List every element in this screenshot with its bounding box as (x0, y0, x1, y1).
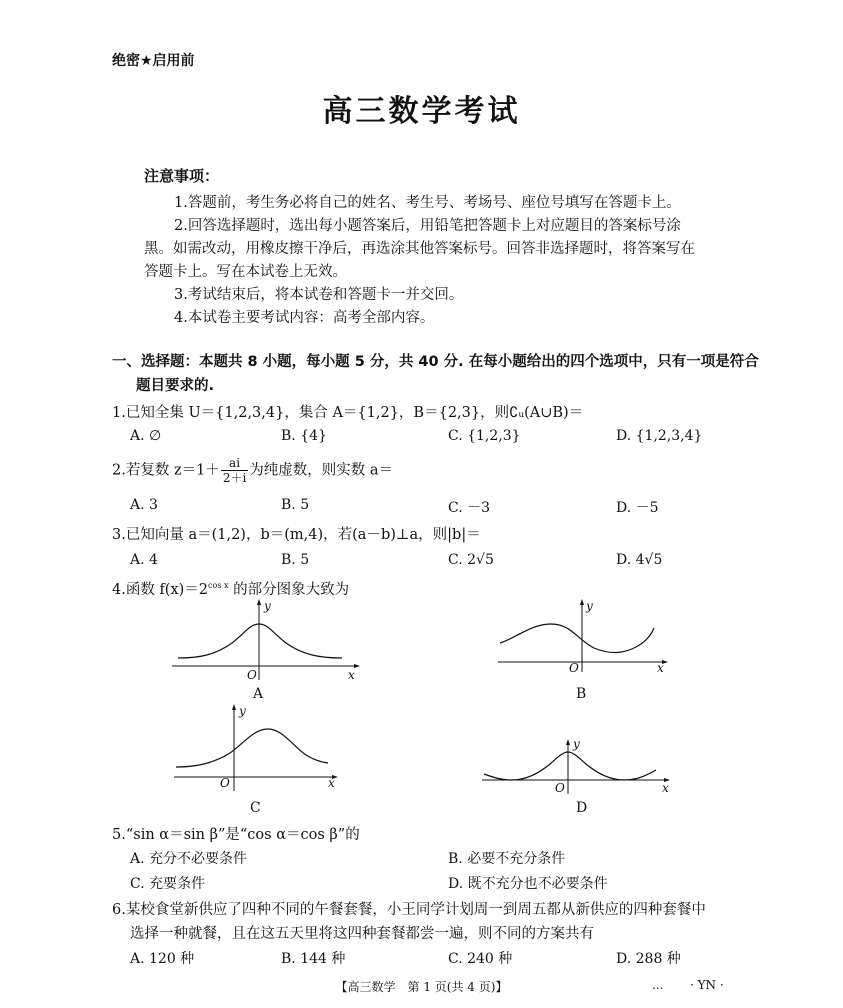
q2-stem-post: 为纯虚数，则实数 a＝ (249, 462, 394, 479)
q5-option-c: C. 充要条件 (130, 876, 206, 892)
graph-b-y-label: y (586, 599, 593, 613)
q2-stem-pre: 2.若复数 z＝1＋ (112, 462, 220, 479)
graph-c-curve (176, 729, 328, 767)
graph-a-x-label: x (348, 668, 355, 682)
graph-a-x-arrow (354, 664, 360, 668)
graph-c-label: C (250, 800, 261, 816)
graph-c-x-label: x (328, 776, 335, 790)
graph-b-y-arrow (580, 599, 584, 605)
q1-option-b: B. {4} (281, 428, 327, 444)
q2-frac-den: 2＋i (222, 471, 247, 485)
note-2: 2.回答选择题时，选出每小题答案后，用铅笔把答题卡上对应题目的答案标号涂 (174, 218, 681, 234)
graph-c-y-arrow (232, 704, 236, 710)
q1-option-c: C. {1,2,3} (448, 428, 521, 444)
graph-c-origin: O (220, 776, 230, 790)
q2-frac-num: ai (221, 456, 248, 471)
footer-mark: · YN · (690, 978, 724, 992)
section-heading-cont: 题目要求的. (136, 378, 215, 394)
graph-d-x-label: x (662, 781, 669, 795)
q1-option-a: A. ∅ (130, 428, 162, 444)
graph-b-label: B (576, 686, 587, 702)
q6-option-b: B. 144 种 (281, 951, 346, 967)
q5-option-b: B. 必要不充分条件 (448, 851, 566, 867)
q3-option-d: D. 4√5 (616, 552, 663, 568)
exam-title: 高三数学考试 (322, 94, 521, 129)
q2-option-c: C. －3 (448, 500, 491, 516)
q2-fraction (221, 456, 248, 485)
note-4: 4.本试卷主要考试内容：高考全部内容。 (174, 310, 435, 326)
note-1: 1.答题前，考生务必将自己的姓名、考生号、考场号、座位号填写在答题卡上。 (174, 195, 681, 211)
graph-b-origin: O (569, 661, 579, 675)
graph-d-curve (484, 752, 656, 780)
note-3: 3.考试结束后，将本试卷和答题卡一并交回。 (174, 287, 464, 303)
q4-stem-post: 的部分图象大致为 (228, 582, 350, 598)
question-4 (112, 578, 349, 599)
q5-option-d: D. 既不充分也不必要条件 (448, 876, 608, 892)
graph-b-curve (500, 624, 654, 653)
graph-a-y-label: y (264, 599, 271, 613)
graph-c (172, 703, 338, 793)
graph-a-y-arrow (257, 599, 261, 605)
graph-b-x-label: x (657, 661, 664, 675)
q6-option-d: D. 288 种 (616, 951, 681, 967)
question-6-cont: 选择一种就餐，且在这五天里将这四种套餐都尝一遍，则不同的方案共有 (130, 926, 594, 942)
graph-a (170, 598, 360, 682)
notes-heading: 注意事项： (144, 167, 220, 185)
q3-option-b: B. 5 (281, 552, 310, 568)
q2-option-b: B. 5 (281, 497, 310, 513)
q4-exponent: cos x (208, 581, 229, 591)
question-3: 3.已知向量 a＝(1,2)，b＝(m,4)，若(a－b)⊥a，则|b|＝ (112, 527, 481, 543)
section-heading: 一、选择题：本题共 8 小题，每小题 5 分，共 40 分. 在每小题给出的四个选项中，只有一项是符合 (112, 354, 759, 370)
question-6: 6.某校食堂新供应了四种不同的午餐套餐，小王同学计划周一到周五都从新供应的四种套餐中 (112, 902, 706, 918)
graph-c-y-label: y (239, 704, 246, 718)
graph-d-origin: O (555, 781, 565, 795)
q4-stem-pre: 4.函数 f(x)＝2 (112, 582, 209, 598)
q3-option-a: A. 4 (130, 552, 158, 568)
graph-a-origin: O (247, 668, 257, 682)
note-2-cont: 黑。如需改动，用橡皮擦干净后，再选涂其他答案标号。回答非选择题时，将答案写在 (144, 241, 695, 257)
graph-d-label: D (576, 800, 588, 816)
q2-option-d: D. －5 (616, 500, 659, 516)
question-5: 5.“sin α＝sin β”是“cos α＝cos β”的 (112, 827, 360, 843)
q3-option-c: C. 2√5 (448, 552, 494, 568)
footer-dots: ... (652, 978, 664, 992)
question-1: 1.已知全集 U＝{1,2,3,4}，集合 A＝{1,2}，B＝{2,3}，则∁ᵤ(A∪B)＝ (112, 405, 584, 421)
question-2 (112, 456, 393, 485)
q6-option-c: C. 240 种 (448, 951, 513, 967)
graph-a-label: A (253, 686, 264, 702)
q1-option-d: D. {1,2,3,4} (616, 428, 703, 444)
confidential-label: 绝密★启用前 (112, 53, 195, 69)
graph-b (496, 598, 668, 674)
graph-d (480, 737, 670, 796)
q6-option-a: A. 120 种 (130, 951, 195, 967)
q2-option-a: A. 3 (130, 497, 158, 513)
graph-a-curve (178, 624, 342, 658)
note-2-cont2: 答题卡上。写在本试卷上无效。 (144, 264, 347, 280)
q5-option-a: A. 充分不必要条件 (130, 851, 248, 867)
page-footer: 【高三数学 第 1 页(共 4 页)】 (335, 980, 508, 994)
graph-d-y-arrow (566, 739, 570, 745)
graph-d-y-label: y (573, 737, 580, 751)
